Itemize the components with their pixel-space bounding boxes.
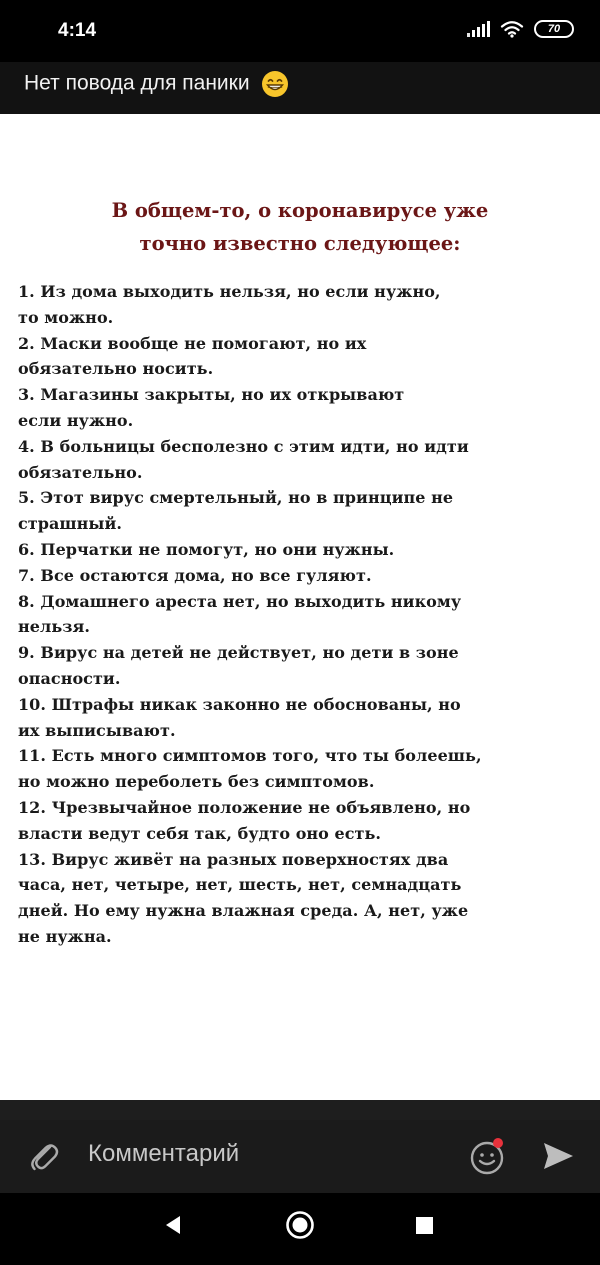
paperclip-icon[interactable] <box>26 1138 62 1174</box>
post-line: опасности. <box>18 668 121 688</box>
recents-icon[interactable] <box>416 1217 433 1234</box>
header <box>0 62 600 114</box>
page-title-text: Нет повода для паники <box>24 71 250 95</box>
post-line: их выписывают. <box>18 720 176 740</box>
post-line: часа, нет, четыре, нет, шесть, нет, семнадцать <box>18 875 462 895</box>
post-line: то можно. <box>18 307 114 327</box>
post-line: 12. Чрезвычайное положение не объявлено, но <box>18 797 471 817</box>
post-line: обязательно. <box>18 462 143 482</box>
post-line: но можно переболеть без симптомов. <box>18 772 375 792</box>
post-line: не нужна. <box>18 926 112 946</box>
post-line: 5. Этот вирус смертельный, но в принципе не <box>18 488 454 508</box>
post-line: 8. Домашнего ареста нет, но выходить никому <box>18 591 462 611</box>
post-line: 11. Есть много симптомов того, что ты болеешь, <box>18 746 482 766</box>
status-bar <box>0 0 600 62</box>
post-line: если нужно. <box>18 410 134 430</box>
divider <box>0 1100 600 1120</box>
signal-icon <box>467 21 490 37</box>
back-icon[interactable] <box>164 1215 182 1235</box>
post-line: 3. Магазины закрыты, но их открывают <box>18 385 405 405</box>
post-title <box>0 194 600 260</box>
post-line: 6. Перчатки не помогут, но они нужны. <box>18 539 395 559</box>
navigation-bar <box>0 1193 600 1265</box>
home-icon[interactable] <box>285 1210 315 1240</box>
page-title <box>24 70 289 98</box>
status-time: 4:14 <box>58 20 97 41</box>
post-title-line: В общем-то, о коронавирусе уже <box>111 199 489 222</box>
post-line: обязательно носить. <box>18 359 214 379</box>
comment-input[interactable] <box>88 1140 428 1168</box>
post-line: 13. Вирус живёт на разных поверхностях два <box>18 849 449 869</box>
post-line: 10. Штрафы никак законно не обоснованы, но <box>18 694 461 714</box>
grinning-face-icon <box>261 70 289 98</box>
wifi-icon <box>500 20 524 38</box>
post-line: власти ведут себя так, будто оно есть. <box>18 823 382 843</box>
post-line: 2. Маски вообще не помогают, но их <box>18 333 367 353</box>
post-line: страшный. <box>18 514 123 534</box>
status-icons <box>467 20 574 38</box>
battery-level: 70 <box>547 23 561 35</box>
post-image <box>0 114 600 1100</box>
post-line: дней. Но ему нужна влажная среда. А, нет, уже <box>18 901 469 921</box>
post-title-line: точно известно следующее: <box>139 232 461 255</box>
post-line: 7. Все остаются дома, но все гуляют. <box>18 565 372 585</box>
emoji-icon[interactable] <box>468 1136 508 1176</box>
post-text <box>18 279 590 950</box>
battery-icon <box>534 20 574 38</box>
comment-bar <box>0 1120 600 1193</box>
notification-dot <box>493 1138 503 1148</box>
post-line: 9. Вирус на детей не действует, но дети в зоне <box>18 643 459 663</box>
post-line: 1. Из дома выходить нельзя, но если нужно, <box>18 282 441 301</box>
send-icon[interactable] <box>540 1138 576 1174</box>
post-line: нельзя. <box>18 617 90 637</box>
post-line: 4. В больницы бесполезно с этим идти, но идти <box>18 436 469 456</box>
